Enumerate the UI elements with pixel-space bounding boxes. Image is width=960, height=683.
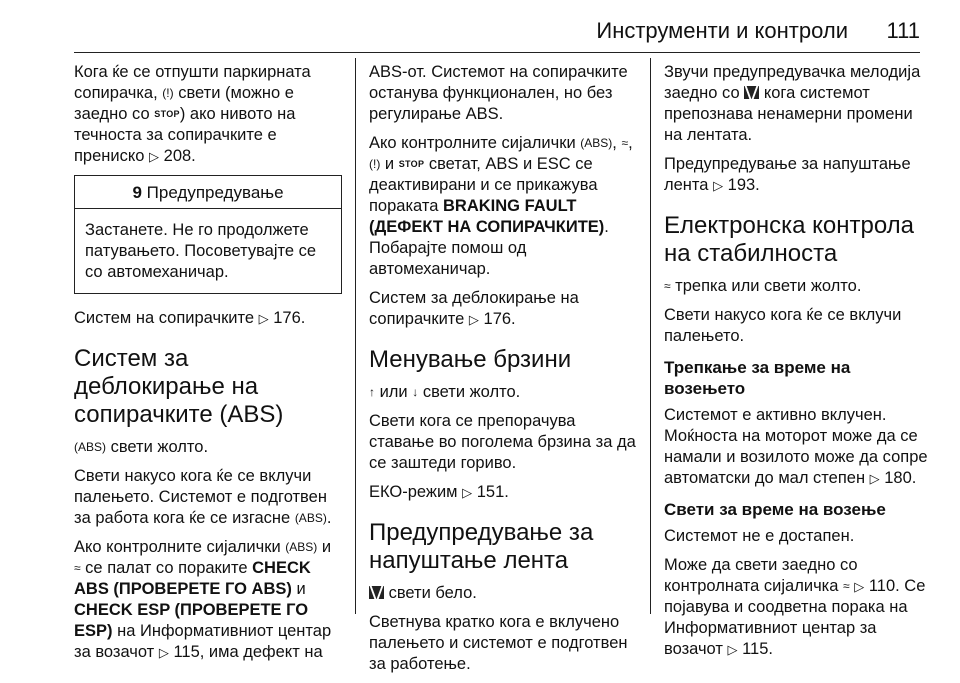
warning-title: Предупредување	[146, 183, 284, 202]
text: свети жолто.	[418, 383, 521, 401]
section-heading-lane: Предупредување за напуштање лента	[369, 519, 594, 574]
brake-warning-icon: (!)	[369, 157, 381, 171]
paragraph: ABS-от. Системот на сопирачките останува функционален, но без регулирање ABS.	[369, 63, 628, 123]
section-heading-abs: Систем за деблокирање на сопирачките (ABS)	[74, 345, 284, 428]
esc-icon: ≈	[74, 561, 81, 575]
downshift-icon: ↓	[412, 385, 419, 399]
paragraph	[664, 405, 932, 489]
paragraph	[74, 537, 342, 663]
esc-icon: ≈	[621, 136, 629, 150]
paragraph	[664, 154, 932, 196]
page-ref-arrow-icon: ▷	[869, 471, 880, 486]
text: свети (можно е заедно со	[74, 84, 294, 123]
page-ref: 180.	[884, 469, 917, 487]
subheading-illuminated: Свети за време на возење	[664, 500, 886, 519]
page-number: 111	[886, 18, 920, 43]
subheading-blinking: Трепкање за време на возењето	[664, 358, 851, 398]
abs-icon: (ABS)	[294, 511, 327, 525]
text: ) ако нивото на течноста за сопирачките е прениско	[74, 105, 296, 165]
text: , има дефект на	[199, 643, 323, 661]
page-ref: 110	[868, 577, 896, 595]
page-ref-arrow-icon: ▷	[258, 311, 269, 326]
paragraph	[369, 382, 637, 403]
abs-icon: (ABS)	[285, 540, 318, 554]
paragraph	[369, 482, 637, 503]
paragraph	[664, 62, 932, 146]
column-2	[369, 62, 637, 683]
text: свети бело.	[384, 584, 477, 602]
column-divider	[650, 58, 651, 614]
text: или	[375, 383, 413, 401]
text: Може да свети заедно со контролната сијаличка	[664, 556, 858, 595]
paragraph: Светнува кратко кога е вклучено палењето и системот е подготвен за работење.	[369, 613, 628, 673]
text: светат, ABS и ESC се деактивирани и се прикажува пораката	[369, 155, 598, 215]
section-heading-esc: Електронска контрола на стабилноста	[664, 212, 914, 267]
column-1	[74, 62, 342, 671]
page-ref: 176.	[483, 310, 516, 328]
text: Систем на сопирачките	[74, 309, 259, 327]
message-text: BRAKING FAULT (ДЕФЕКТ НА СОПИРАЧКИТЕ)	[369, 197, 605, 236]
text: Ако контролните сијалички	[369, 134, 581, 152]
text: кога системот препознава ненамерни промени на лентата.	[664, 84, 913, 144]
abs-icon: (ABS)	[580, 136, 613, 150]
stop-icon: STOP	[398, 159, 425, 169]
page-ref: 208.	[163, 147, 196, 165]
page-ref: 151.	[476, 483, 509, 501]
header-title: Инструменти и контроли	[596, 18, 848, 43]
page-ref: 176.	[273, 309, 306, 327]
message-text: CHECK ABS (ПРОВЕРЕТЕ ГО ABS)	[74, 559, 311, 598]
text: . Се појавува и соодветна порака на Информативниот центар за возачот	[664, 577, 926, 658]
page-ref: 115	[173, 643, 200, 661]
text: трепка или свети жолто.	[670, 277, 862, 295]
paragraph	[664, 555, 932, 660]
paragraph	[369, 133, 637, 280]
esc-icon: ≈	[664, 279, 671, 293]
text: и	[291, 580, 306, 598]
page-ref-arrow-icon: ▷	[727, 642, 738, 657]
page-ref: 115.	[742, 640, 773, 658]
warning-icon: 9	[132, 183, 142, 202]
column-3	[664, 62, 932, 668]
paragraph	[74, 437, 342, 458]
text: Предупредување за напуштање лента	[664, 155, 911, 194]
paragraph	[74, 62, 342, 167]
paragraph	[74, 308, 342, 329]
text: Систем за деблокирање на сопирачките	[369, 289, 579, 328]
upshift-icon: ↑	[369, 385, 375, 399]
lane-departure-icon	[369, 586, 384, 599]
column-divider	[355, 58, 356, 614]
lane-departure-icon	[744, 86, 759, 99]
text: ,	[628, 134, 633, 152]
text: .	[326, 509, 332, 527]
stop-icon: STOP	[154, 109, 180, 119]
paragraph: Свети накусо кога ќе се вклучи палењето.	[664, 306, 902, 345]
page-ref-arrow-icon: ▷	[158, 645, 169, 660]
warning-body: Застанете. Не го продолжете патувањето. Посоветувајте се со автомеханичар.	[85, 221, 317, 281]
warning-box	[74, 175, 342, 294]
abs-icon: (ABS)	[74, 440, 107, 454]
header-rule	[74, 52, 920, 53]
text: Системот е активно вклучен. Моќноста на моторот може да се намали и возилото може да сопре автоматски до мал степен	[664, 406, 928, 487]
paragraph	[74, 466, 342, 529]
text: Звучи предупредувачка мелодија заедно со	[664, 63, 921, 102]
text: на Информативниот центар за возачот	[74, 622, 332, 661]
page-ref: 193.	[727, 176, 760, 194]
paragraph	[664, 276, 932, 297]
esc-icon: ≈	[843, 579, 850, 593]
page-ref-arrow-icon: ▷	[854, 579, 865, 594]
paragraph: Свети кога се препорачува ставање во поголема брзина за да се заштеди гориво.	[369, 412, 636, 472]
text: Кога ќе се отпушти паркирната сопирачка,	[74, 63, 311, 102]
paragraph	[369, 288, 637, 330]
text: ЕКО-режим	[369, 483, 463, 501]
text: ,	[612, 134, 622, 152]
page-ref-arrow-icon: ▷	[462, 485, 473, 500]
text: се палат со пораките	[80, 559, 253, 577]
text: Свети накусо кога ќе се вклучи палењето. Системот е подготвен за работа кога ќе се изгасне	[74, 467, 327, 527]
text: . Побарајте помош од автомеханичар.	[369, 218, 609, 278]
page-ref-arrow-icon: ▷	[468, 312, 479, 327]
brake-warning-icon: (!)	[162, 86, 174, 100]
text: и	[380, 155, 399, 173]
text: и	[317, 538, 332, 556]
text: Ако контролните сијалички	[74, 538, 286, 556]
section-heading-gear: Менување брзини	[369, 346, 572, 373]
paragraph	[369, 583, 637, 604]
paragraph: Системот не е достапен.	[664, 527, 855, 545]
text: свети жолто.	[106, 438, 209, 456]
warning-header	[75, 176, 341, 209]
page-ref-arrow-icon: ▷	[713, 178, 724, 193]
message-text: CHECK ESP (ПРОВЕРЕТЕ ГО ESP)	[74, 601, 309, 640]
page-header	[0, 0, 960, 52]
page-ref-arrow-icon: ▷	[149, 149, 160, 164]
